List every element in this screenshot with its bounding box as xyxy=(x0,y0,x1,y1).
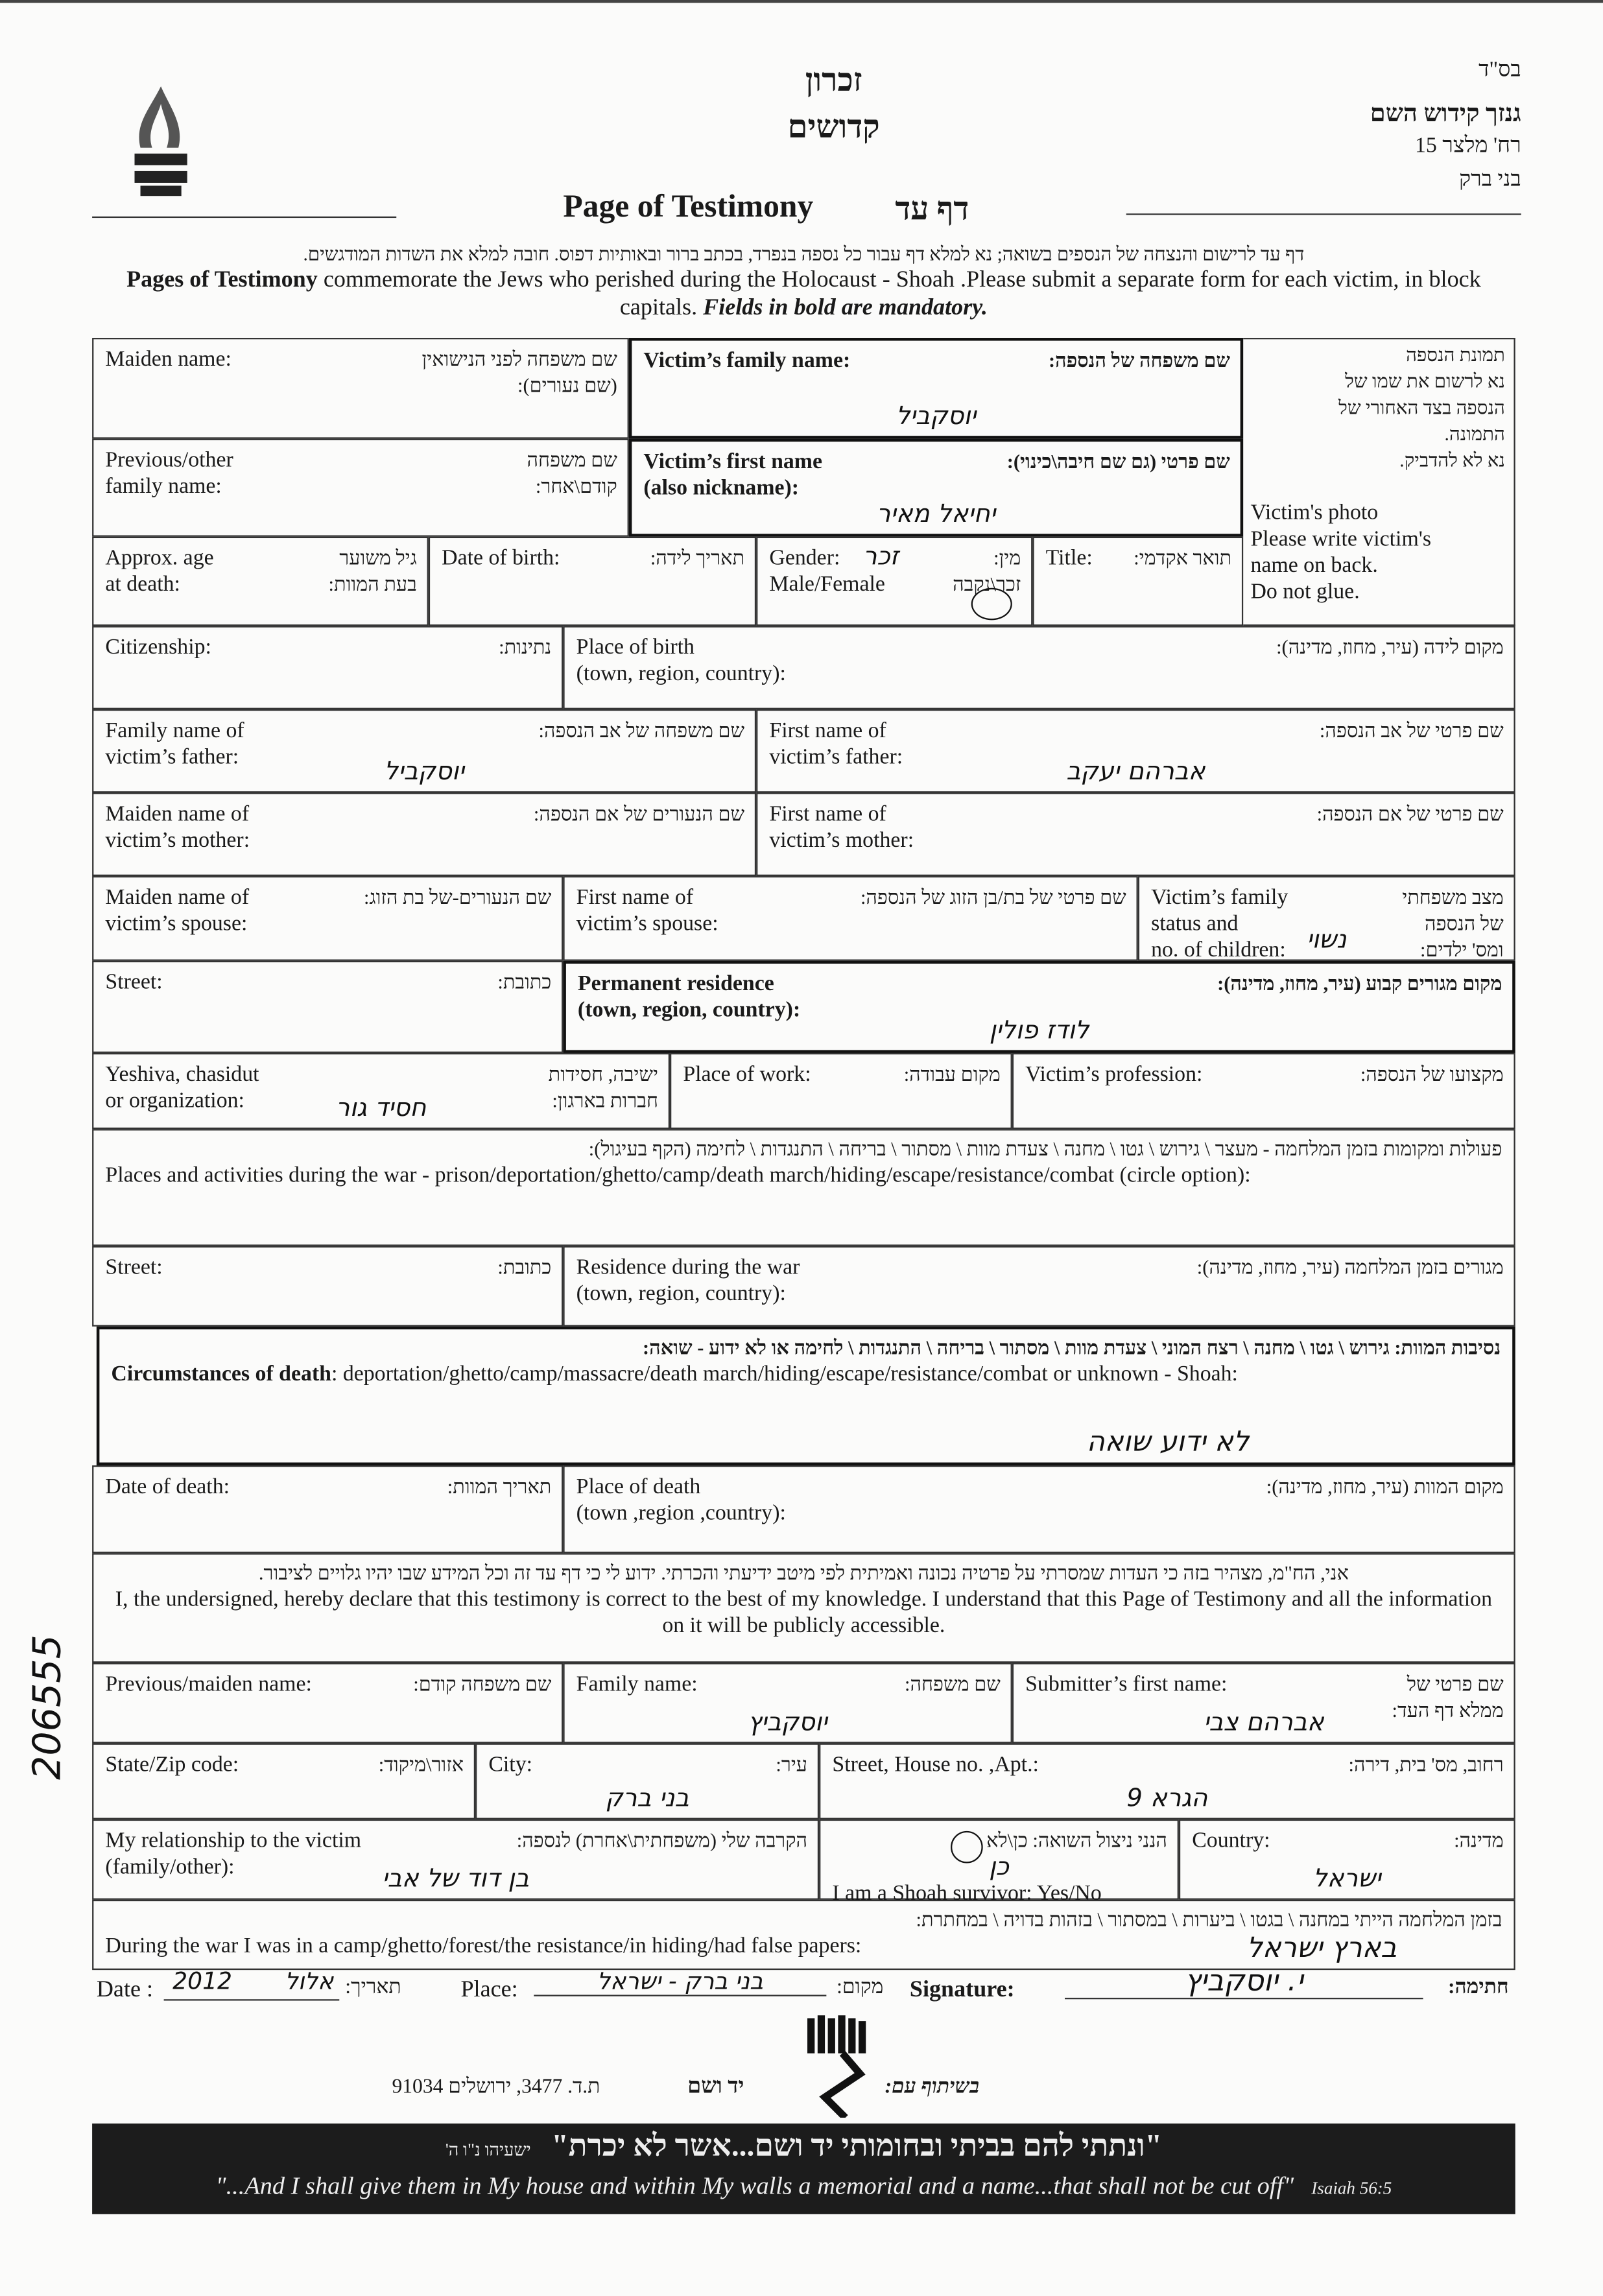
submitter-first-name-label-en: Submitter’s first name: xyxy=(1025,1673,1228,1697)
approx-age-label-he: גיל משוער בעת המוות: xyxy=(328,547,417,595)
quote-en-ref: Isaiah 56:5 xyxy=(1311,2177,1392,2199)
submitter-family-name-label-he: שם משפחה: xyxy=(905,1673,1001,1696)
places-activities-label-en-text: Places and activities during the war - prison/deportation/ghetto/camp/death march/hiding/escape/resistance/combat (circle option): xyxy=(105,1164,1251,1188)
gender-circle-mark xyxy=(971,588,1012,621)
victim-family-name-label-he: שם משפחה של הנספה: xyxy=(1049,349,1230,372)
during-war-label-he: בזמן המלחמה הייתי במחנה \ בגטו \ ביערות \ במסתור \ בזהות בדויה \ במחתרת: xyxy=(916,1908,1502,1931)
mother-maiden-name-label-en: Maiden name of victim’s mother: xyxy=(105,803,250,853)
field-places-activities[interactable] xyxy=(92,1129,1515,1246)
ginzach-logo xyxy=(120,84,202,198)
header-rule-right xyxy=(1126,213,1521,215)
date-he-label: תאריך: xyxy=(345,1977,401,2000)
place-field[interactable]: בני ברק - ישראל xyxy=(534,1967,826,1996)
field-victim-family-name[interactable] xyxy=(629,338,1243,439)
quote-banner xyxy=(92,2124,1515,2214)
field-submitter-family-name[interactable] xyxy=(563,1663,1012,1744)
place-of-work-label-en: Place of work: xyxy=(683,1063,811,1087)
submitter-prev-name-label-he: שם משפחה קודם: xyxy=(413,1673,552,1696)
place-of-birth-label-en: Place of birth (town, region, country): xyxy=(576,636,786,686)
state-zip-label-he: אזור\מיקוד: xyxy=(378,1753,464,1776)
maiden-name-label-en: Maiden name: xyxy=(105,348,232,372)
yeshiva-label-he: ישיבה, חסידות חברות בארגון: xyxy=(548,1063,658,1112)
photo-instructions-he: תמונת הנספה נא לרשום את שמו של הנספה בצד האחורי של התמונה. נא לא להדביק. xyxy=(1338,344,1505,471)
quote-he-ref: ישעיהו נ"ו ה' xyxy=(445,2139,531,2160)
field-spouse-first-name[interactable] xyxy=(563,876,1137,961)
submitter-family-name-value: יוסקביץ xyxy=(748,1708,827,1738)
place-he-label: מקום: xyxy=(837,1977,884,2000)
field-street[interactable] xyxy=(92,961,563,1053)
survivor-circle-mark xyxy=(951,1831,983,1864)
circumstances-value: לא ידוע שואה xyxy=(1086,1426,1250,1458)
survivor-label-he: הנני ניצול השואה: כן\לא xyxy=(986,1829,1167,1852)
intro-block xyxy=(92,241,1515,322)
date-of-birth-label-he: תאריך לידה: xyxy=(650,547,745,569)
signature-he-label: חתימה: xyxy=(1447,1977,1509,2000)
father-family-name-label-he: שם משפחה של אב הנספה: xyxy=(538,719,745,742)
field-citizenship[interactable] xyxy=(92,626,563,709)
header-rule-left xyxy=(92,217,396,218)
state-zip-label-en: State/Zip code: xyxy=(105,1753,239,1777)
country-label-en: Country: xyxy=(1192,1829,1270,1853)
relationship-value: בן דוד של אבי xyxy=(382,1864,530,1894)
field-city[interactable] xyxy=(475,1744,819,1819)
profession-label-he: מקצועו של הנספה: xyxy=(1360,1063,1504,1085)
field-relationship[interactable] xyxy=(92,1819,819,1900)
approx-age-label-en: Approx. age at death: xyxy=(105,547,214,597)
quote-en-row xyxy=(92,2172,1515,2201)
field-victim-first-name[interactable] xyxy=(629,439,1243,537)
declaration-label-he: אני, הח"מ, מצהיר בזה כי העדות שמסרתי על פרטיה נכונה ואמיתית לפי מיטב ידיעתי והכרתי. ידוע לי כי דף עד זה וכל המידע שבו יהיו גלויים לציבור. xyxy=(258,1561,1349,1584)
intro-en-bold: Pages of Testimony xyxy=(126,267,318,293)
field-father-family-name[interactable] xyxy=(92,709,756,793)
permanent-residence-value: לודז פולין xyxy=(989,1016,1089,1046)
intro-en-text: commemorate the Jews who perished during the Holocaust - Shoah .Please submit a separate form for each victim, in block capitals. xyxy=(317,267,1481,320)
signature-field[interactable]: י. יוסקביץ xyxy=(1065,1963,1423,1999)
quote-he-row xyxy=(92,2128,1515,2164)
street-label-en: Street: xyxy=(105,971,163,995)
war-street-label-en: Street: xyxy=(105,1256,163,1280)
father-first-name-label-en: First name of victim’s father: xyxy=(769,719,903,770)
circumstances-label-en xyxy=(111,1362,1501,1388)
war-residence-label-en: Residence during the war (town, region, country): xyxy=(576,1256,800,1307)
city-label-he: עיר: xyxy=(776,1753,808,1776)
field-during-war[interactable] xyxy=(92,1900,1515,1970)
city-value: בני ברק xyxy=(605,1784,689,1814)
submitter-prev-name-label-en: Previous/maiden name: xyxy=(105,1673,312,1697)
spouse-first-name-label-he: שם פרטי של בת/בן הזוג של הנספה: xyxy=(860,886,1126,908)
war-street-label-he: כתובת: xyxy=(497,1256,552,1279)
intro-en-mandatory: Fields in bold are mandatory. xyxy=(703,295,988,320)
maiden-name-label-he: שם משפחה לפני הנישואין (שם נעורים): xyxy=(422,348,617,397)
gender-label-en: Gender: Male/Female xyxy=(769,547,885,597)
father-family-name-label-en: Family name of victim’s father: xyxy=(105,719,244,770)
field-place-of-death[interactable] xyxy=(563,1465,1515,1553)
family-status-value: נשוי xyxy=(1306,925,1347,955)
intro-en xyxy=(92,266,1515,322)
date-value: 2012 xyxy=(172,1967,232,1995)
family-status-label-he: מצב משפחתי של הנספה ומס' ילדים: xyxy=(1402,886,1504,961)
org-street: רח' מלצר 15 xyxy=(1414,134,1521,158)
field-maiden-name[interactable] xyxy=(92,338,629,439)
street-house-label-he: רחוב, מס' בית, דירה: xyxy=(1348,1753,1504,1776)
date-field[interactable] xyxy=(164,1967,340,2001)
title-label-he: תואר אקדמי: xyxy=(1134,547,1232,569)
date-label: Date : xyxy=(96,1977,154,2002)
previous-family-name-label-en: Previous/other family name: xyxy=(105,449,233,499)
yad-vashem-name: יד ושם xyxy=(687,2075,744,2099)
photo-instructions-en: Victim's photo Please write victim's name on back. Do not glue. xyxy=(1250,501,1432,604)
street-house-value: הגרא 9 xyxy=(1126,1784,1208,1814)
date-of-death-label-en: Date of death: xyxy=(105,1475,230,1499)
declaration-label-en-text: I, the undersigned, hereby declare that this testimony is correct to the best of my knowledge. I understand that this Page of Testimony and all the information on it will be publicly accessible. xyxy=(115,1588,1492,1639)
field-spouse-maiden-name[interactable] xyxy=(92,876,563,961)
declaration-labels xyxy=(105,1561,1502,1640)
yad-vashem-address: ת.ד. 3477, ירושלים 91034 xyxy=(392,2076,600,2099)
field-profession[interactable] xyxy=(1012,1053,1515,1129)
places-activities-labels xyxy=(105,1137,1502,1189)
street-label-he: כתובת: xyxy=(497,971,552,993)
survivor-label-en: I am a Shoah survivor: Yes/No xyxy=(832,1882,1102,1906)
submitter-family-name-label-en: Family name: xyxy=(576,1673,698,1697)
mother-maiden-name-label-he: שם הנעורים של אם הנספה: xyxy=(533,803,745,825)
places-activities-label-en xyxy=(105,1163,1502,1189)
title-label-en: Title: xyxy=(1045,547,1093,571)
org-city: בני ברק xyxy=(1459,168,1521,192)
permanent-residence-label-he: מקום מגורים קבוע (עיר, מחוז, מדינה): xyxy=(1217,972,1502,995)
gender-value: זכר xyxy=(862,542,899,572)
citizenship-label-he: נתינות: xyxy=(499,636,552,658)
circumstances-label-en-bold: Circumstances of death xyxy=(111,1363,331,1387)
victim-first-name-label-he: שם פרטי (גם שם חיבה\כינוי): xyxy=(1006,450,1230,473)
field-place-of-birth[interactable] xyxy=(563,626,1515,709)
field-father-first-name[interactable] xyxy=(756,709,1515,793)
circumstances-label-en-text: : deportation/ghetto/camp/massacre/death march/hiding/escape/resistance/combat or unknown - Shoah: xyxy=(331,1363,1238,1387)
menorah-hand-icon xyxy=(802,2015,875,2118)
page-title: Page of Testimony xyxy=(563,187,814,224)
title-he-line1: זכרון xyxy=(805,61,862,99)
field-previous-family-name[interactable] xyxy=(92,439,629,537)
survivor-value: כן xyxy=(989,1852,1009,1882)
street-house-label-en: Street, House no. ,Apt.: xyxy=(832,1753,1039,1777)
field-submitter-first-name[interactable] xyxy=(1012,1663,1515,1744)
field-mother-first-name[interactable] xyxy=(756,792,1515,876)
place-of-death-label-en: Place of death (town ,region ,country): xyxy=(576,1475,786,1526)
declaration-label-en xyxy=(105,1587,1502,1639)
field-state-zip[interactable] xyxy=(92,1744,475,1819)
title-he-line2: קדושים xyxy=(787,108,880,145)
permanent-residence-label-en: Permanent residence (town, region, country): xyxy=(577,972,801,1023)
signature-label: Signature: xyxy=(909,1977,1015,2002)
country-value: ישראל xyxy=(1312,1864,1381,1894)
family-status-label-en: Victim’s family status and no. of children: xyxy=(1151,886,1288,963)
city-label-en: City: xyxy=(488,1753,533,1777)
previous-family-name-label-he: שם משפחה קודם\אחר: xyxy=(527,449,617,497)
date-of-death-label-he: תאריך המוות: xyxy=(447,1475,552,1498)
father-first-name-value: אברהם יעקב xyxy=(1066,757,1205,787)
place-of-birth-label-he: מקום לידה (עיר, מחוז, מדינה): xyxy=(1276,636,1504,658)
place-of-death-label-he: מקום המוות (עיר, מחוז, מדינה): xyxy=(1266,1475,1504,1498)
spouse-maiden-name-label-en: Maiden name of victim’s spouse: xyxy=(105,886,250,936)
during-war-label-en-text: During the war I was in a camp/ghetto/forest/the resistance/in hiding/had false papers: xyxy=(105,1935,862,1959)
field-war-street[interactable] xyxy=(92,1246,563,1327)
place-of-work-label-he: מקום עבודה: xyxy=(903,1063,1001,1085)
relationship-label-en: My relationship to the victim (family/other): xyxy=(105,1829,362,1880)
during-war-value: בארץ ישראל xyxy=(1246,1932,1397,1965)
org-name: גנזך קידוש השם xyxy=(1370,99,1521,128)
citizenship-label-en: Citizenship: xyxy=(105,636,211,660)
victim-first-name-value: יחיאל מאיר xyxy=(876,500,996,530)
field-date-of-death[interactable] xyxy=(92,1465,563,1553)
relationship-label-he: הקרבה שלי (משפחתית\אחרת) לנספה: xyxy=(516,1829,808,1852)
date-he-value: אלול xyxy=(285,1967,334,1995)
yeshiva-value: חסיד גור xyxy=(335,1094,427,1124)
circumstances-label-he: נסיבות המוות: גירוש \ גטו \ מחנה \ רצח המוני \ צעדת מוות \ מסתור \ בריחה \ התנגדות \ לחימה או לא ידוע - שואה: xyxy=(643,1336,1501,1359)
place-label: Place: xyxy=(460,1977,518,2002)
quote-en: "...And I shall give them in My house and within My walls a memorial and a name...that shall not be cut off" xyxy=(215,2172,1294,2200)
victim-family-name-value: יוסקביל xyxy=(896,402,977,432)
gender-label-he: מין: זכר\נקבה xyxy=(953,547,1021,595)
field-place-of-work[interactable] xyxy=(670,1053,1012,1129)
flame-logo-icon xyxy=(120,84,202,198)
country-label-he: מדינה: xyxy=(1454,1829,1504,1852)
profession-label-en: Victim’s profession: xyxy=(1025,1063,1203,1087)
submitter-first-name-value: אברהם צבי xyxy=(1203,1708,1324,1738)
field-family-status[interactable] xyxy=(1138,876,1515,961)
partner-label: בשיתוף עם: xyxy=(885,2076,980,2099)
submitter-first-name-label-he: שם פרטי של ממלא דף העד: xyxy=(1392,1673,1504,1722)
circumstances-labels xyxy=(111,1335,1501,1388)
field-approx-age[interactable] xyxy=(92,537,429,626)
intro-he: דף עד לרישום והנצחה של הנספים בשואה; נא למלא דף עבור כל נספה בנפרד, בכתב ברור ובאותיות דפוס. חובה למלא את השדות המודגשים. xyxy=(303,243,1305,265)
field-submitter-prev-name[interactable] xyxy=(92,1663,563,1744)
war-residence-label-he: מגורים בזמן המלחמה (עיר, מחוז, מדינה): xyxy=(1196,1256,1504,1279)
mother-first-name-label-he: שם פרטי של אם הנספה: xyxy=(1316,803,1504,825)
field-war-residence[interactable] xyxy=(563,1246,1515,1327)
field-street-house[interactable] xyxy=(819,1744,1515,1819)
victim-first-name-label-en: Victim’s first name (also nickname): xyxy=(643,450,823,501)
yeshiva-label-en: Yeshiva, chasidut or organization: xyxy=(105,1063,259,1113)
field-title[interactable] xyxy=(1032,537,1243,626)
quote-he: "ונתתי להם בביתי ובחומותי יד ושם...אשר לא יכרת" xyxy=(551,2127,1162,2163)
victim-family-name-label-en: Victim’s family name: xyxy=(643,349,851,373)
page-title-he: דף עד xyxy=(895,190,969,227)
field-country[interactable] xyxy=(1179,1819,1515,1900)
bsd-mark: בס"ד xyxy=(1478,58,1521,82)
father-first-name-label-he: שם פרטי של אב הנספה: xyxy=(1319,719,1504,742)
father-family-name-value: יוסקביל xyxy=(384,757,464,787)
field-declaration[interactable] xyxy=(92,1553,1515,1663)
victim-photo-area[interactable] xyxy=(1243,338,1515,626)
field-permanent-residence[interactable] xyxy=(563,961,1515,1053)
archive-number: 206555 xyxy=(26,1635,71,1780)
places-activities-label-he: פעולות ומקומות בזמן המלחמה - מעצר \ גירוש \ גטו \ מחנה \ צעדת מוות \ מסתור \ בריחה \ התנגדות \ לחימה (הקף בעיגול): xyxy=(588,1137,1502,1160)
field-mother-maiden-name[interactable] xyxy=(92,792,756,876)
yad-vashem-logo xyxy=(802,2015,875,2118)
spouse-maiden-name-label-he: שם הנעורים-של בת הזוג: xyxy=(364,886,552,908)
date-of-birth-label-en: Date of birth: xyxy=(442,547,560,571)
mother-first-name-label-en: First name of victim’s mother: xyxy=(769,803,914,853)
spouse-first-name-label-en: First name of victim’s spouse: xyxy=(576,886,718,936)
field-yeshiva[interactable] xyxy=(92,1053,670,1129)
field-circumstances[interactable] xyxy=(97,1327,1515,1465)
field-survivor[interactable] xyxy=(819,1819,1179,1906)
field-date-of-birth[interactable] xyxy=(429,537,756,626)
